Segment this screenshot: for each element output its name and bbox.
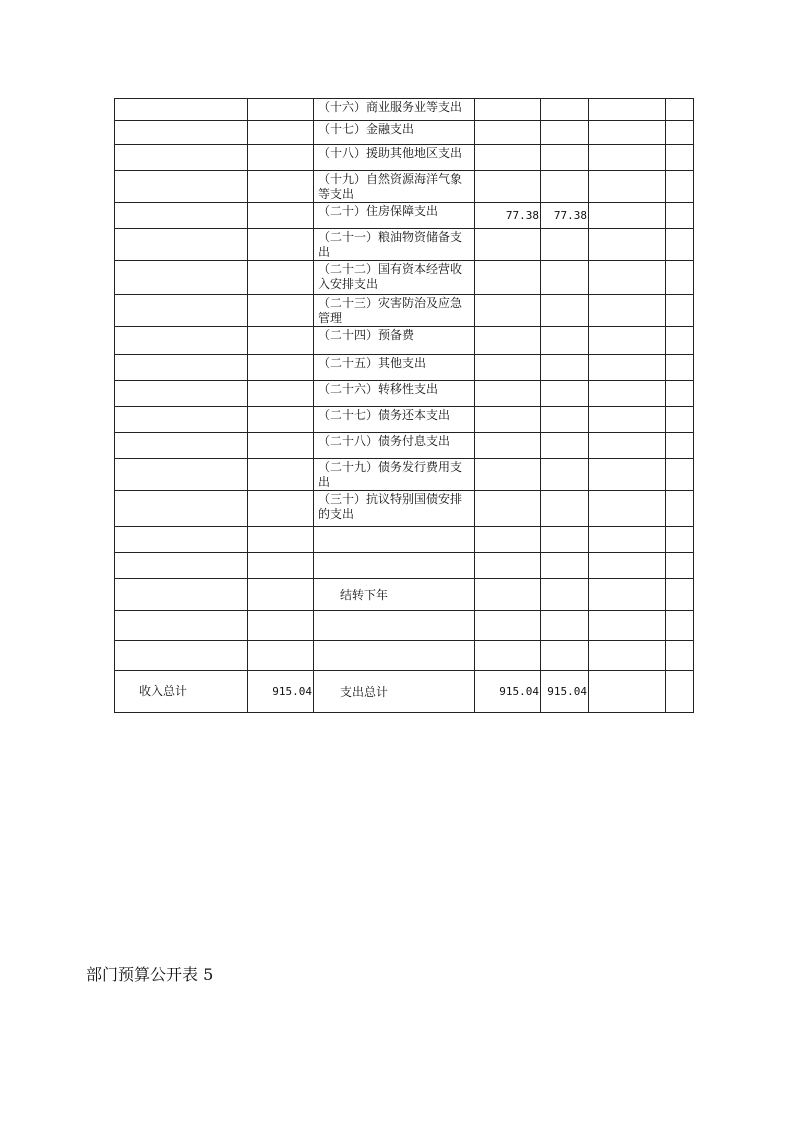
table-cell-c2: [248, 99, 314, 121]
table-cell-c6: [589, 203, 666, 229]
table-cell-c3: （三十）抗议特别国债安排的支出: [314, 491, 475, 527]
table-cell-c4: [475, 295, 541, 327]
table-cell-c7: [666, 641, 694, 671]
table-cell-c2: [248, 171, 314, 203]
table-cell-c5: [541, 229, 589, 261]
table-cell-c7: [666, 145, 694, 171]
table-cell-c5: [541, 145, 589, 171]
table-cell-c7: [666, 261, 694, 295]
table-cell-c5: [541, 641, 589, 671]
table-cell-c6: [589, 611, 666, 641]
table-cell-c6: [589, 327, 666, 355]
table-cell-c6: [589, 171, 666, 203]
table-row: [115, 459, 694, 491]
table-cell-c3: [314, 611, 475, 641]
table-cell-c1: [115, 327, 248, 355]
table-cell-c5: [541, 121, 589, 145]
table-row: [115, 433, 694, 459]
table-cell-c7: [666, 327, 694, 355]
table-cell-c1: [115, 99, 248, 121]
table-row: [115, 491, 694, 527]
table-row: [115, 579, 694, 611]
table-cell-c3: （十七）金融支出: [314, 121, 475, 145]
table-cell-c3: （二十四）预备费: [314, 327, 475, 355]
table-cell-c1: [115, 229, 248, 261]
table-cell-c4: [475, 355, 541, 381]
table-cell-c1: [115, 579, 248, 611]
table-cell-c7: [666, 121, 694, 145]
table-cell-c7: [666, 229, 694, 261]
table-cell-c7: [666, 355, 694, 381]
table-cell-c1: [115, 527, 248, 553]
table-cell-c5: 77.38: [541, 203, 589, 229]
table-row: [115, 527, 694, 553]
table-cell-c4: [475, 145, 541, 171]
table-cell-c5: [541, 295, 589, 327]
table-cell-c7: [666, 491, 694, 527]
table-cell-c1: [115, 459, 248, 491]
table-cell-c6: [589, 121, 666, 145]
table-cell-c7: [666, 579, 694, 611]
table-cell-c2: [248, 229, 314, 261]
table-cell-c1: [115, 611, 248, 641]
table-cell-c6: [589, 671, 666, 713]
table-row: [115, 641, 694, 671]
table-cell-c1: [115, 355, 248, 381]
table-row: [115, 553, 694, 579]
table-row: [115, 611, 694, 641]
table-cell-c4: [475, 99, 541, 121]
table-cell-c3: （二十一）粮油物资储备支出: [314, 229, 475, 261]
table-cell-c7: [666, 527, 694, 553]
table-cell-c2: 915.04: [248, 671, 314, 713]
table-cell-c6: [589, 527, 666, 553]
table-row: [115, 327, 694, 355]
table-cell-c2: [248, 641, 314, 671]
table-cell-c1: [115, 381, 248, 407]
table-cell-c7: [666, 671, 694, 713]
table-cell-c5: [541, 579, 589, 611]
table-cell-c5: [541, 611, 589, 641]
table-cell-c1: [115, 295, 248, 327]
table-cell-c2: [248, 579, 314, 611]
table-cell-c2: [248, 553, 314, 579]
table-cell-c3: （二十六）转移性支出: [314, 381, 475, 407]
table-row: [115, 203, 694, 229]
table-cell-c4: [475, 171, 541, 203]
budget-table: [114, 98, 694, 713]
table-cell-c3: 结转下年: [314, 579, 475, 611]
table-body: [115, 99, 694, 713]
table-cell-c3: 支出总计: [314, 671, 475, 713]
table-cell-c2: [248, 203, 314, 229]
table-cell-c5: [541, 261, 589, 295]
table-row: [115, 145, 694, 171]
table-cell-c3: [314, 553, 475, 579]
table-cell-c7: [666, 99, 694, 121]
table-row: [115, 295, 694, 327]
table-cell-c6: [589, 355, 666, 381]
table-cell-c4: [475, 433, 541, 459]
table-cell-c2: [248, 121, 314, 145]
table-cell-c5: [541, 99, 589, 121]
table-cell-c1: [115, 261, 248, 295]
table-cell-c2: [248, 611, 314, 641]
table-cell-c2: [248, 261, 314, 295]
table-row: [115, 229, 694, 261]
table-cell-c5: [541, 407, 589, 433]
table-cell-c3: （二十七）债务还本支出: [314, 407, 475, 433]
table-cell-c3: （二十九）债务发行费用支出: [314, 459, 475, 491]
table-row: [115, 261, 694, 295]
table-cell-c3: （二十五）其他支出: [314, 355, 475, 381]
table-cell-c6: [589, 229, 666, 261]
table-cell-c1: [115, 407, 248, 433]
table-cell-c6: [589, 553, 666, 579]
table-cell-c1: [115, 171, 248, 203]
table-cell-c3: （十九）自然资源海洋气象等支出: [314, 171, 475, 203]
table-cell-c2: [248, 491, 314, 527]
table-cell-c7: [666, 407, 694, 433]
table-cell-c7: [666, 611, 694, 641]
table-cell-c2: [248, 381, 314, 407]
table-cell-c5: [541, 381, 589, 407]
table-cell-c6: [589, 491, 666, 527]
table-cell-c6: [589, 381, 666, 407]
table-cell-c5: [541, 433, 589, 459]
table-cell-c1: [115, 491, 248, 527]
table-cell-c4: [475, 327, 541, 355]
table-cell-c1: 收入总计: [115, 671, 248, 713]
table-cell-c4: [475, 459, 541, 491]
table-row: [115, 171, 694, 203]
table-cell-c1: [115, 121, 248, 145]
table-cell-c3: （二十二）国有资本经营收入安排支出: [314, 261, 475, 295]
table-cell-c2: [248, 327, 314, 355]
table-cell-c4: [475, 527, 541, 553]
table-cell-c6: [589, 295, 666, 327]
table-cell-c2: [248, 145, 314, 171]
table-cell-c3: （十八）援助其他地区支出: [314, 145, 475, 171]
table-cell-c1: [115, 145, 248, 171]
table-cell-c5: [541, 553, 589, 579]
table-cell-c4: [475, 121, 541, 145]
table-cell-c5: 915.04: [541, 671, 589, 713]
table-cell-c3: （二十三）灾害防治及应急管理: [314, 295, 475, 327]
table-cell-c6: [589, 579, 666, 611]
table-cell-c4: [475, 381, 541, 407]
table-cell-c3: [314, 527, 475, 553]
table-cell-c2: [248, 433, 314, 459]
table-cell-c5: [541, 355, 589, 381]
table-cell-c5: [541, 327, 589, 355]
table-cell-c6: [589, 641, 666, 671]
table-cell-c4: [475, 407, 541, 433]
table-cell-c6: [589, 433, 666, 459]
table-cell-c5: [541, 171, 589, 203]
table-cell-c5: [541, 527, 589, 553]
table-cell-c2: [248, 355, 314, 381]
table-cell-c2: [248, 459, 314, 491]
table-row: [115, 121, 694, 145]
table-row: [115, 355, 694, 381]
table-cell-c2: [248, 407, 314, 433]
table-cell-c6: [589, 145, 666, 171]
table-cell-c6: [589, 99, 666, 121]
table-cell-c4: [475, 553, 541, 579]
table-cell-c4: [475, 229, 541, 261]
table-cell-c2: [248, 295, 314, 327]
table-cell-c7: [666, 171, 694, 203]
table-caption: 部门预算公开表 5: [86, 965, 214, 984]
table-cell-c3: （十六）商业服务业等支出: [314, 99, 475, 121]
table-cell-c4: [475, 261, 541, 295]
table-cell-c3: （二十八）债务付息支出: [314, 433, 475, 459]
table-cell-c2: [248, 527, 314, 553]
table-row: [115, 407, 694, 433]
table-cell-c7: [666, 433, 694, 459]
table-cell-c7: [666, 381, 694, 407]
table-cell-c6: [589, 459, 666, 491]
table-cell-c4: [475, 611, 541, 641]
table-cell-c4: 915.04: [475, 671, 541, 713]
table-cell-c6: [589, 407, 666, 433]
table-row: [115, 99, 694, 121]
table-cell-c4: 77.38: [475, 203, 541, 229]
table-cell-c1: [115, 433, 248, 459]
table-cell-c5: [541, 459, 589, 491]
table-cell-c1: [115, 203, 248, 229]
table-cell-c7: [666, 203, 694, 229]
table-cell-c3: （二十）住房保障支出: [314, 203, 475, 229]
table-cell-c4: [475, 491, 541, 527]
table-cell-c5: [541, 491, 589, 527]
table-cell-c1: [115, 553, 248, 579]
table-row: [115, 381, 694, 407]
table-cell-c6: [589, 261, 666, 295]
table-cell-c7: [666, 459, 694, 491]
table-row: [115, 671, 694, 713]
table-cell-c7: [666, 553, 694, 579]
table-cell-c3: [314, 641, 475, 671]
table-cell-c4: [475, 641, 541, 671]
table-cell-c1: [115, 641, 248, 671]
table-cell-c7: [666, 295, 694, 327]
table-cell-c4: [475, 579, 541, 611]
